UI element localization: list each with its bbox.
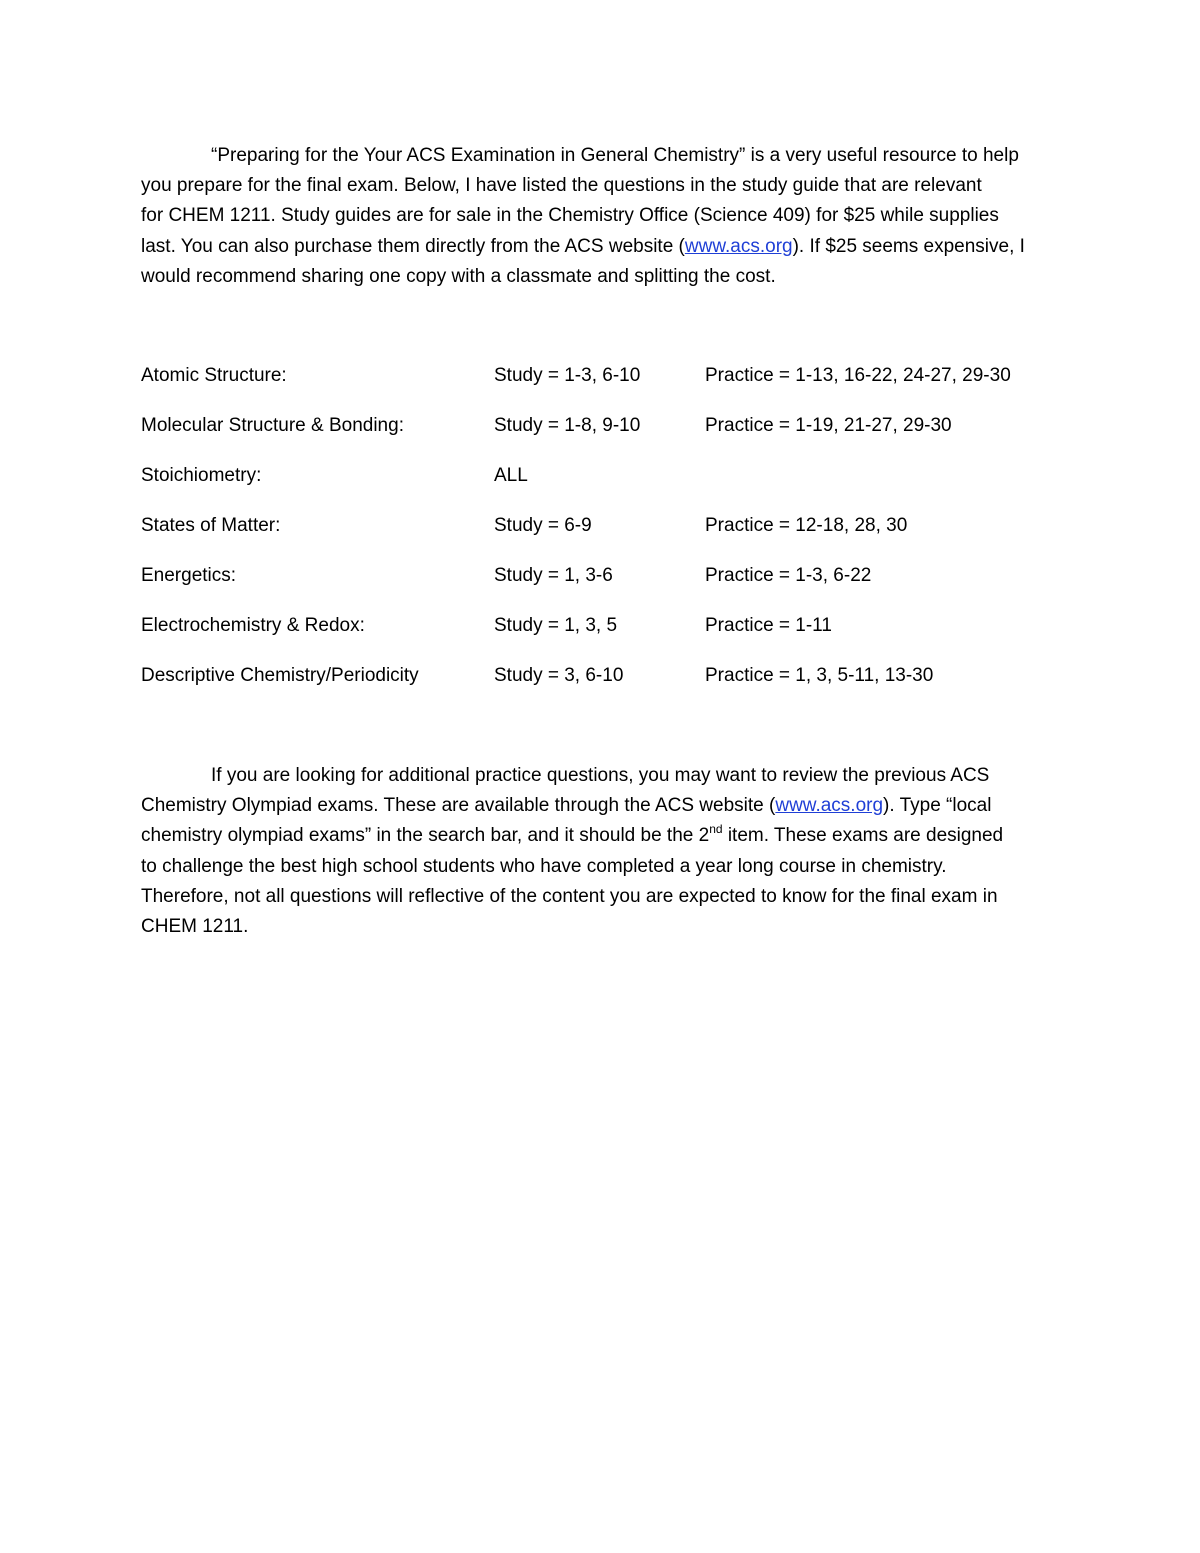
study-questions: Study = 3, 6-10 — [494, 665, 624, 686]
topic-row — [141, 362, 1056, 412]
outro-line-1: If you are looking for additional practice questions, you may want to review the previous ACS — [211, 765, 990, 786]
intro-paragraph — [141, 141, 1056, 292]
outro-line-4: to challenge the best high school students who have completed a year long course in chemistry. — [141, 855, 947, 877]
outro-line-3-start: chemistry olympiad exams” in the search bar, and it should be the 2 — [141, 825, 710, 847]
study-questions: Study = 1, 3, 5 — [494, 615, 618, 636]
intro-line-5: would recommend sharing one copy with a classmate and splitting the cost. — [141, 265, 776, 287]
topic-row — [141, 562, 1056, 612]
topic-name: Descriptive Chemistry/Periodicity — [141, 665, 419, 686]
ordinal-superscript: nd — [709, 822, 723, 837]
practice-questions: Practice = 1, 3, 5-11, 13-30 — [705, 665, 934, 686]
outro-line-2-start: Chemistry Olympiad exams. These are available through the ACS website ( — [141, 795, 776, 817]
acs-website-link[interactable]: www.acs.org — [775, 795, 884, 817]
topic-name: Atomic Structure: — [141, 365, 287, 386]
study-questions: Study = 6-9 — [494, 515, 592, 536]
acs-website-link[interactable]: www.acs.org — [684, 235, 793, 257]
topic-row — [141, 662, 1056, 712]
topic-row — [141, 512, 1056, 562]
study-questions: Study = 1-3, 6-10 — [494, 365, 641, 386]
practice-questions: Practice = 12-18, 28, 30 — [705, 515, 908, 536]
practice-questions: Practice = 1-11 — [705, 615, 832, 636]
study-questions: Study = 1, 3-6 — [494, 565, 613, 586]
topic-name: States of Matter: — [141, 515, 281, 536]
intro-line-2: you prepare for the final exam. Below, I have listed the questions in the study guide that are relevant — [141, 175, 982, 197]
olympiad-paragraph — [141, 761, 1056, 942]
practice-questions: Practice = 1-13, 16-22, 24-27, 29-30 — [705, 365, 1011, 386]
topic-row — [141, 612, 1056, 662]
topic-row — [141, 462, 1056, 512]
intro-line-1: “Preparing for the Your ACS Examination in General Chemistry” is a very useful resource to help — [211, 145, 1019, 166]
outro-line-5: Therefore, not all questions will reflective of the content you are expected to know for the final exam in — [141, 885, 998, 907]
outro-line-6: CHEM 1211. — [141, 916, 249, 938]
study-questions: Study = 1-8, 9-10 — [494, 415, 641, 436]
practice-questions: Practice = 1-3, 6-22 — [705, 565, 872, 586]
topic-name: Electrochemistry & Redox: — [141, 615, 365, 636]
topic-name: Energetics: — [141, 565, 237, 586]
outro-line-2-end: ). Type “local — [883, 795, 992, 817]
outro-line-2 — [141, 791, 1056, 821]
practice-questions: Practice = 1-19, 21-27, 29-30 — [705, 415, 952, 436]
intro-line-4 — [141, 232, 1056, 262]
study-guide-topic-list — [141, 362, 1056, 712]
topic-row — [141, 412, 1056, 462]
intro-line-3: for CHEM 1211. Study guides are for sale in the Chemistry Office (Science 409) for $25 while supplies — [141, 205, 999, 227]
outro-line-3-end: item. These exams are designed — [722, 825, 1004, 847]
study-questions: ALL — [494, 465, 528, 486]
topic-name: Stoichiometry: — [141, 465, 262, 486]
outro-line-3 — [141, 821, 1056, 851]
topic-name: Molecular Structure & Bonding: — [141, 415, 404, 436]
intro-line-4-start: last. You can also purchase them directly from the ACS website ( — [141, 235, 685, 257]
intro-line-4-end: ). If $25 seems expensive, I — [792, 235, 1025, 257]
